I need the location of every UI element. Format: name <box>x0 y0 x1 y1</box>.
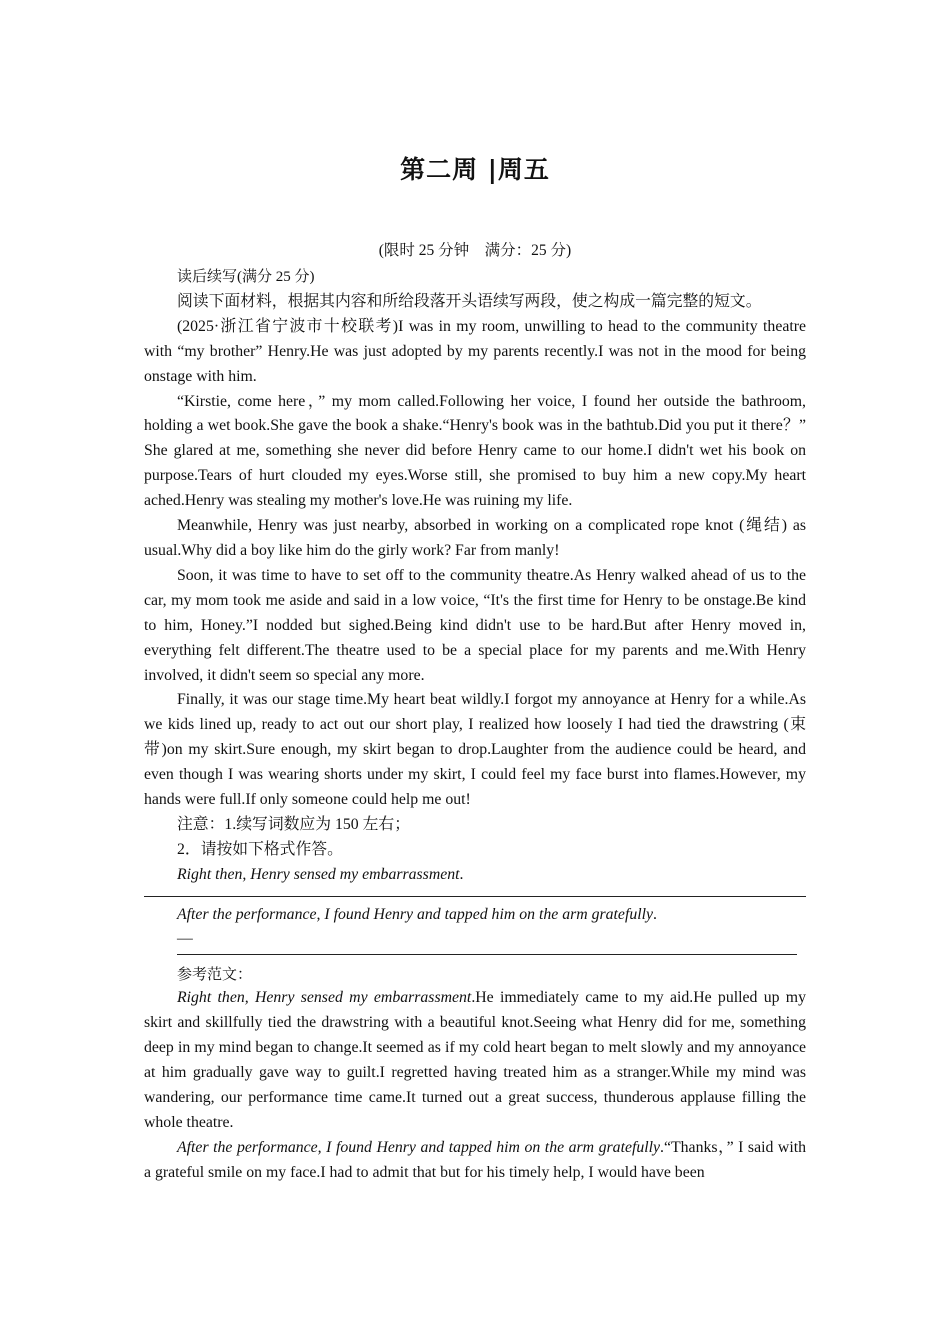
section-heading-label: 读后续写 <box>177 267 238 285</box>
answer-dash: — <box>177 929 193 947</box>
reference-1-period: . <box>471 989 476 1007</box>
note-word-count: 注意：1.续写词数应为 150 左右； <box>177 815 411 833</box>
prompt-2-period: . <box>653 905 657 923</box>
page-title: 第二周 |周五 <box>400 155 550 184</box>
instruction-text: 阅读下面材料，根据其内容和所给段落开头语续写两段，使之构成一篇完整的短文。 <box>177 292 762 310</box>
note-format: 2．请按如下格式作答。 <box>177 840 343 858</box>
prompt-1-period: . <box>459 865 464 883</box>
reference-2-period: . <box>660 1138 664 1156</box>
passage-paragraph-1: (2025·浙江省宁波市十校联考)I was in my room, unwilling to head to the community theatre with “my brother” Henry.He was just adopted by my parents recently.I was not in the mood for being onstage with him. <box>144 317 806 385</box>
reference-2-text: “Thanks，” I said with a grateful smile on my face.I had to admit that but for his timely help, I would have been <box>144 1138 806 1181</box>
prompt-2-text: After the performance, I found Henry and tapped him on the arm gratefully <box>177 905 654 923</box>
reference-1-text: He immediately came to my aid.He pulled up my skirt and skillfully tied the drawstring with a beautiful knot.Seeing what Henry did for me, something deep in my mind began to change.It seemed as if my cold heart began to melt slowly and my annoyance at him gradually gave way to guilt.I regretted having treated him as a stranger.While my mind was wandering, our performance time came.It turned out a great success, thunderous applause filling the whole theatre. <box>144 989 806 1131</box>
document-body <box>144 264 806 1186</box>
passage-paragraph-3: Meanwhile, Henry was just nearby, absorbed in working on a complicated rope knot (绳结) as usual.Why did a boy like him do the girly work? Far from manly! <box>144 517 806 559</box>
reference-1-opening: Right then, Henry sensed my embarrassment <box>177 989 472 1007</box>
reference-paragraph-1 <box>144 986 806 1135</box>
section-heading-score: (满分 25 分) <box>237 269 315 285</box>
reference-heading: 参考范文： <box>177 964 253 983</box>
section-heading <box>144 264 806 290</box>
passage-paragraph-2: “Kirstie, come here，” my mom called.Following her voice, I found her outside the bathroom, holding a wet book.She gave the book a shake.“Henry's book was in the bathtub.Did you put it there？” She glared at me, something she never did before Henry came to our home.I didn't wet his book on purpose.Tears of hurt clouded my eyes.Worse still, she promised to buy him a new copy.My heart ached.Henry was stealing my mother's love.He was ruining my life. <box>144 392 806 510</box>
answer-line-2 <box>177 954 797 955</box>
prompt-paragraph-1 <box>144 863 806 888</box>
answer-line-1 <box>144 896 806 897</box>
passage-paragraph-4: Soon, it was time to have to set off to the community theatre.As Henry walked ahead of us to the car, my mom took me aside and said in a low voice, “It's the first time for Henry to be onstage.Be kind to him, Honey.”I nodded but sighed.Being kind didn't use to be hard.But after Henry moved in, everything felt different.The theatre used to be a special place for my parents and me.With Henry involved, it didn't seem so special any more. <box>144 566 806 684</box>
prompt-paragraph-2 <box>144 903 806 928</box>
prompt-1-text: Right then, Henry sensed my embarrassment <box>177 865 460 883</box>
reference-paragraph-2 <box>144 1136 806 1186</box>
time-limit-subtitle: (限时 25 分钟 满分：25 分) <box>378 242 572 259</box>
reference-2-opening: After the performance, I found Henry and tapped him on the arm gratefully <box>177 1138 661 1156</box>
passage-paragraph-5: Finally, it was our stage time.My heart beat wildly.I forgot my annoyance at Henry for a while.As we kids lined up, ready to act out our short play, I realized how loosely I had tied the drawstring (束带)on my skirt.Sure enough, my skirt began to drop.Laughter from the audience could be heard, and even though I was wearing shorts under my skirt, I could feel my face burst into flames.However, my hands were full.If only someone could help me out! <box>144 691 806 809</box>
